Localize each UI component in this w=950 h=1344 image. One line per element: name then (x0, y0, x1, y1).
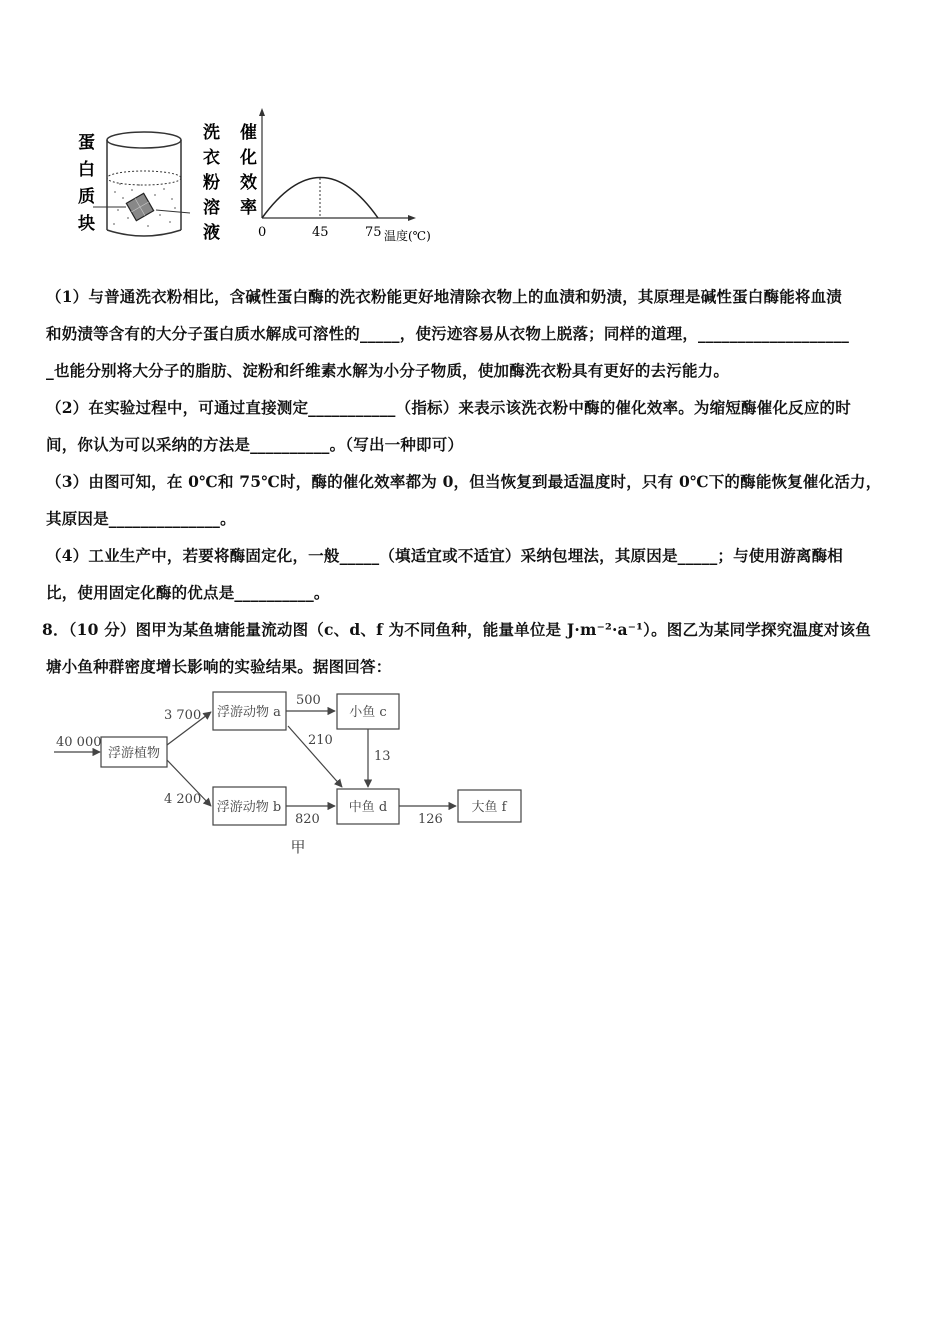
flow-phyto-to-b: 4 200 (164, 792, 202, 807)
solution-label-4: 溶 (203, 198, 220, 218)
question-block (42, 278, 906, 685)
beaker-label-2: 白 (78, 160, 95, 180)
node-phytoplankton (101, 737, 167, 767)
q1-line-1: （1）与普通洗衣粉相比，含碱性蛋白酶的洗衣粉能更好地清除衣物上的血渍和奶渍，其原理是碱性蛋白酶能将血渍 (46, 287, 842, 306)
svg-text:浮游动物 b: 浮游动物 b (216, 800, 282, 815)
x-tick-75: 75 (365, 225, 382, 240)
q4-line-1: （4）工业生产中，若要将酶固定化，一般_____（填适宜或不适宜）采纳包埋法，其原因是_____；与使用游离酶相 (46, 546, 843, 565)
enzyme-experiment-figure (60, 100, 460, 255)
q1-line-2: 和奶渍等含有的大分子蛋白质水解成可溶性的_____，使污迹容易从衣物上脱落；同样的道理，___________________ (46, 324, 850, 343)
flow-d-to-f: 126 (418, 812, 443, 827)
efficiency-chart (258, 108, 431, 243)
y-axis-label-4: 率 (240, 198, 257, 218)
node-zooplankton-b (213, 787, 286, 825)
x-tick-45: 45 (312, 225, 329, 240)
y-axis-label-1: 催 (240, 123, 257, 143)
solution-label-3: 粉 (203, 173, 220, 193)
svg-text:浮游动物 a: 浮游动物 a (217, 705, 281, 720)
q2-line-2: 间，你认为可以采纳的方法是__________。（写出一种即可） (46, 435, 464, 454)
y-axis-label-2: 化 (240, 148, 257, 168)
flow-b-to-d: 820 (295, 812, 320, 827)
q1-line-3: _也能分别将大分子的脂肪、淀粉和纤维素水解为小分子物质，使加酶洗衣粉具有更好的去污能力。 (46, 361, 730, 380)
q4-line-2: 比，使用固定化酶的优点是__________。 (46, 583, 330, 602)
x-axis-label: 温度(℃) (384, 229, 431, 243)
node-zooplankton-a (213, 692, 286, 730)
svg-text:中鱼 d: 中鱼 d (348, 800, 388, 815)
solution-label-5: 液 (203, 223, 220, 243)
beaker-label-3: 质 (78, 187, 95, 207)
beaker (93, 132, 190, 236)
beaker-label-1: 蛋 (78, 133, 95, 153)
svg-text:小鱼 c: 小鱼 c (349, 705, 387, 720)
energy-flow-diagram (52, 690, 532, 865)
y-axis-label-3: 效 (240, 173, 257, 193)
q3-line-2: 其原因是______________。 (46, 509, 236, 528)
q3-line-1: （3）由图可知，在 0℃和 75℃时，酶的催化效率都为 0，但当恢复到最适温度时，只有 0℃下的酶能恢复催化活力， (46, 472, 882, 491)
node-mid-fish-d (337, 789, 399, 824)
solution-label-1: 洗 (203, 123, 220, 143)
q8-line-2: 塘小鱼种群密度增长影响的实验结果。据图回答： (46, 657, 392, 676)
node-big-fish-f (458, 790, 521, 822)
flow-a-to-d: 210 (308, 733, 333, 748)
svg-text:浮游植物: 浮游植物 (107, 746, 161, 761)
input-energy-label: 40 000 (56, 735, 102, 750)
q2-line-1: （2）在实验过程中，可通过直接测定___________（指标）来表示该洗衣粉中酶的催化效率。为缩短酶催化反应的时 (46, 398, 851, 417)
beaker-label-4: 块 (78, 214, 95, 234)
flow-c-to-d: 13 (374, 749, 391, 764)
protein-block (126, 193, 153, 220)
figure-caption: 甲 (290, 838, 306, 856)
x-tick-0: 0 (258, 225, 267, 240)
solution-label-2: 衣 (203, 148, 220, 168)
svg-text:大鱼 f: 大鱼 f (471, 800, 507, 815)
flow-phyto-to-a: 3 700 (164, 708, 202, 723)
q8-line-1: 8．（10 分）图甲为某鱼塘能量流动图（c、d、f 为不同鱼种，能量单位是 J·m⁻²·a⁻¹）。图乙为某同学探究温度对该鱼 (42, 620, 871, 639)
node-small-fish-c (337, 694, 399, 729)
flow-a-to-c: 500 (296, 693, 321, 708)
